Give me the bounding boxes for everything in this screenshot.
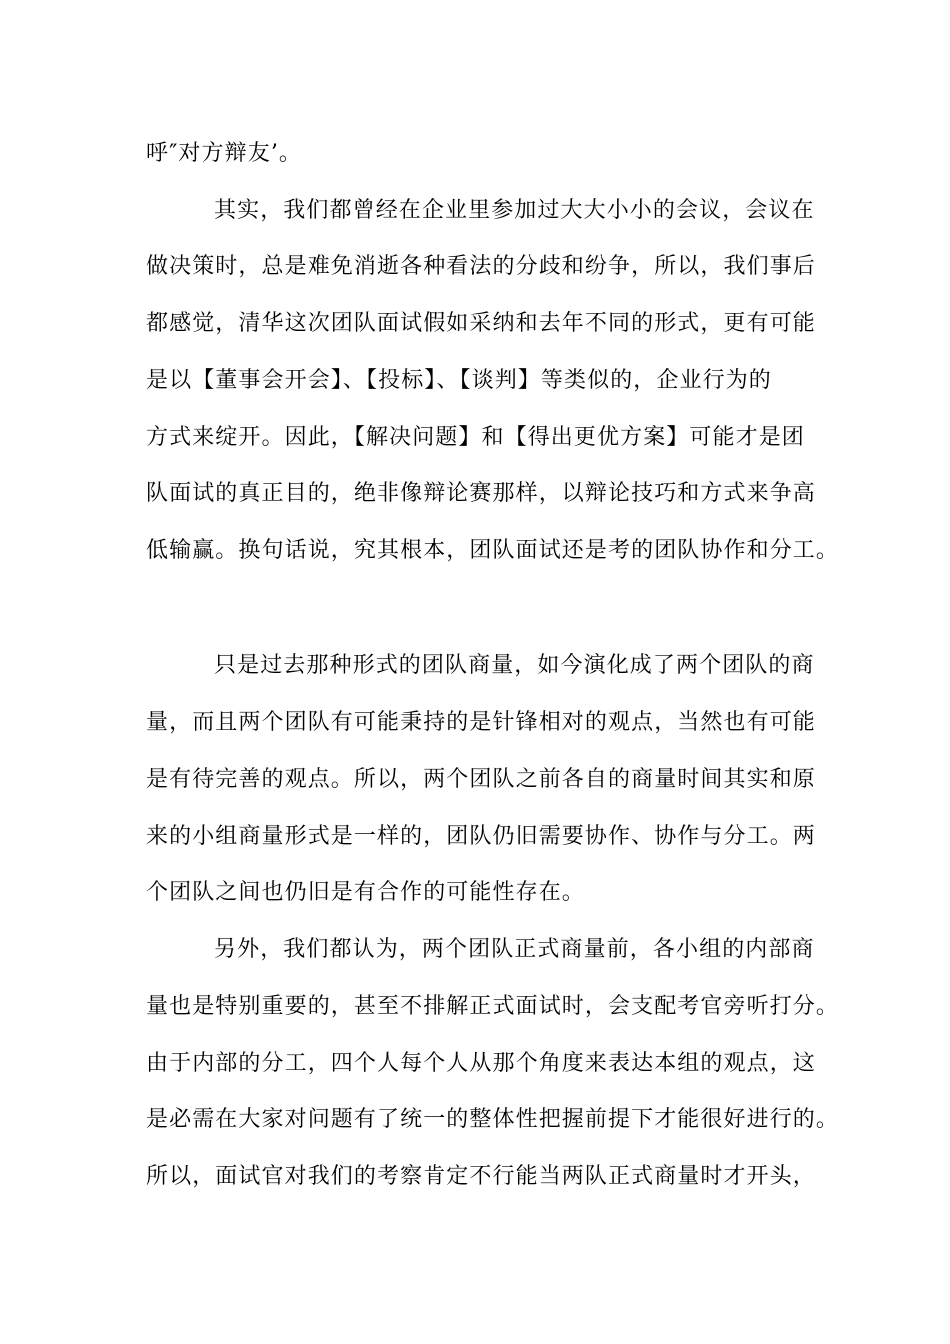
text-line: 呼″对方辩友’。 xyxy=(146,141,303,166)
text-line: 量，而且两个团队有可能秉持的是针锋相对的观点，当然也有可能 xyxy=(146,710,816,735)
text-line: 所以，面试官对我们的考察肯定不行能当两队正式商量时才开头， xyxy=(146,1164,816,1189)
text-line: 方式来绽开。因此，【解决问题】和【得出更优方案】可能才是团 xyxy=(146,425,805,450)
text-line: 来的小组商量形式是一样的，团队仍旧需要协作、协作与分工。两 xyxy=(146,824,816,849)
text-line: 队面试的真正目的，绝非像辩论赛那样，以辩论技巧和方式来争高 xyxy=(146,481,816,506)
text-line: 是必需在大家对问题有了统一的整体性把握前提下才能很好进行的。 xyxy=(146,1107,840,1132)
text-line: 都感觉，清华这次团队面试假如采纳和去年不同的形式，更有可能 xyxy=(146,311,816,336)
text-line: 是以【董事会开会】、【投标】、【谈判】等类似的，企业行为的 xyxy=(146,368,772,393)
text-line: 个团队之间也仍旧是有合作的可能性存在。 xyxy=(146,880,585,905)
text-line: 由于内部的分工，四个人每个人从那个角度来表达本组的观点，这 xyxy=(146,1051,816,1076)
paragraph-first-line: 另外，我们都认为，两个团队正式商量前，各小组的内部商 xyxy=(214,937,815,962)
text-line: 做决策时，总是难免消逝各种看法的分歧和纷争，所以，我们事后 xyxy=(146,254,816,279)
text-line: 低输赢。换句话说，究其根本，团队面试还是考的团队协作和分工。 xyxy=(146,538,840,563)
paragraph-first-line: 只是过去那种形式的团队商量，如今演化成了两个团队的商 xyxy=(214,653,815,678)
paragraph-first-line: 其实，我们都曾经在企业里参加过大大小小的会议，会议在 xyxy=(214,198,815,223)
text-line: 是有待完善的观点。所以，两个团队之前各自的商量时间其实和原 xyxy=(146,767,816,792)
text-line: 量也是特别重要的，甚至不排解正式面试时，会支配考官旁听打分。 xyxy=(146,994,840,1019)
